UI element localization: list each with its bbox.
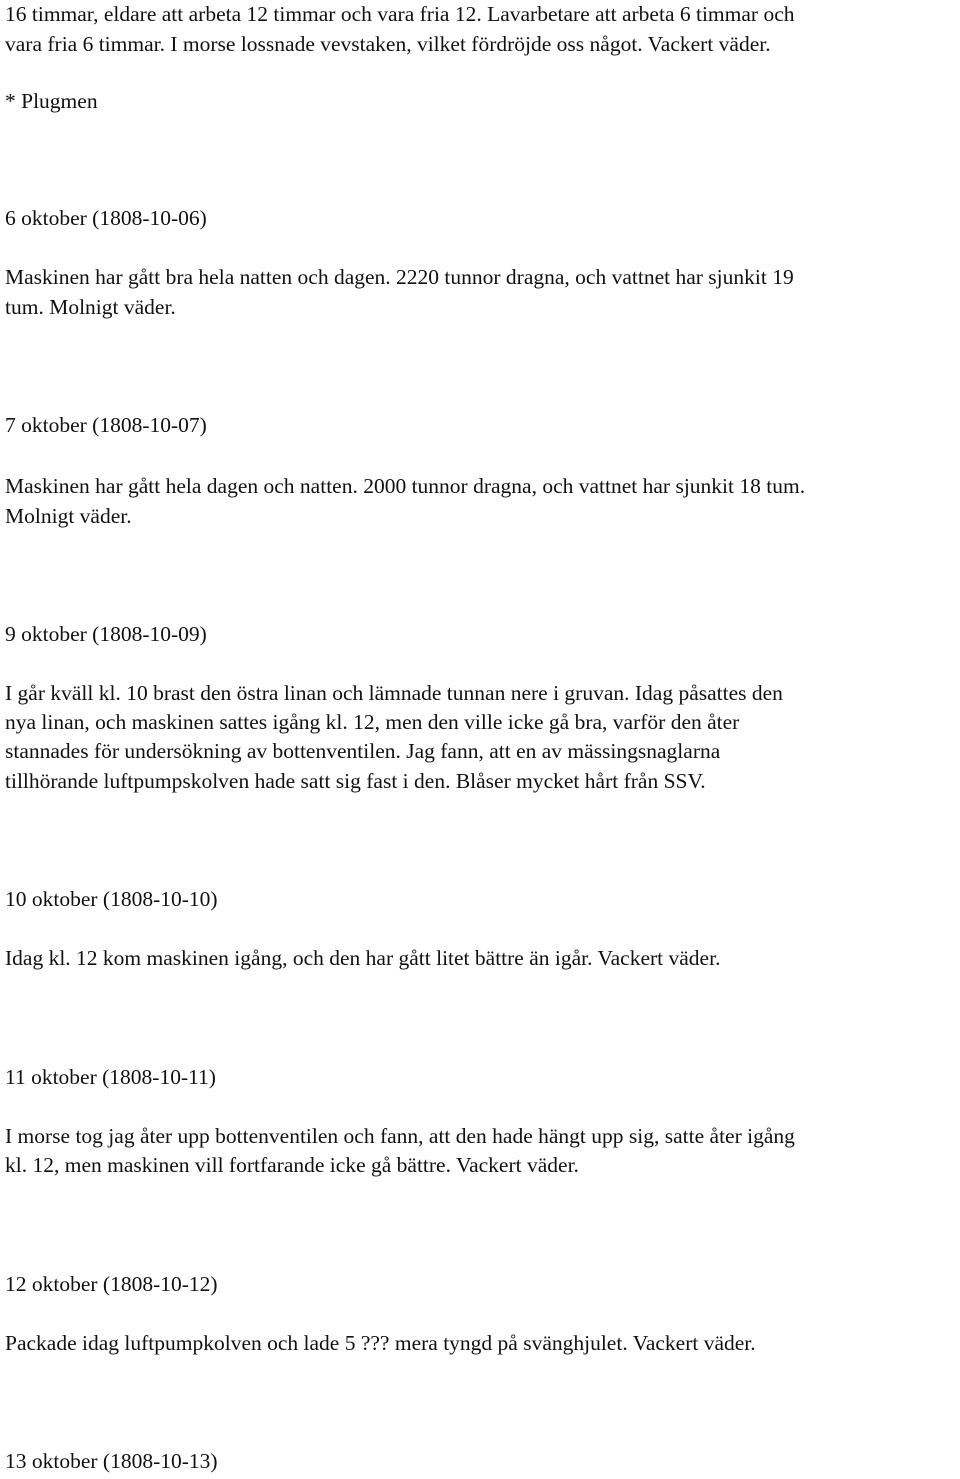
entry-text-line: Maskinen har gått bra hela natten och dagen. 2220 tunnor dragna, och vattnet har sjunkit 19: [5, 265, 794, 289]
entry-date: 11 oktober (1808-10-11): [5, 1065, 216, 1089]
entry-text-line: Idag kl. 12 kom maskinen igång, och den har gått litet bättre än igår. Vackert väder.: [5, 946, 721, 970]
entry-date: 9 oktober (1808-10-09): [5, 622, 207, 646]
entry-date: 7 oktober (1808-10-07): [5, 413, 207, 437]
entry-text-line: kl. 12, men maskinen vill fortfarande icke gå bättre. Vackert väder.: [5, 1153, 579, 1177]
entry-text-line: nya linan, och maskinen sattes igång kl. 12, men den ville icke gå bra, varför den åter: [5, 710, 740, 734]
entry-date: 13 oktober (1808-10-13): [5, 1449, 218, 1473]
intro-line: 16 timmar, eldare att arbeta 12 timmar och vara fria 12. Lavarbetare att arbeta 6 timmar och: [5, 2, 795, 26]
entry-text-line: tum. Molnigt väder.: [5, 295, 176, 319]
entry-text-line: I morse tog jag åter upp bottenventilen och fann, att den hade hängt upp sig, satte åter igång: [5, 1124, 795, 1148]
footnote: * Plugmen: [5, 89, 98, 113]
entry-date: 10 oktober (1808-10-10): [5, 887, 218, 911]
entry-text-line: Packade idag luftpumpkolven och lade 5 ??? mera tyngd på svänghjulet. Vackert väder.: [5, 1331, 756, 1355]
entry-text-line: Maskinen har gått hela dagen och natten. 2000 tunnor dragna, och vattnet har sjunkit 18 tum.: [5, 474, 806, 498]
entry-text-line: stannades för undersökning av bottenventilen. Jag fann, att en av mässingsnaglarna: [5, 739, 721, 763]
entry-text-line: I går kväll kl. 10 brast den östra linan och lämnade tunnan nere i gruvan. Idag påsattes den: [5, 681, 783, 705]
entry-date: 12 oktober (1808-10-12): [5, 1272, 218, 1296]
entry-date: 6 oktober (1808-10-06): [5, 206, 207, 230]
entry-text-line: tillhörande luftpumpskolven hade satt sig fast i den. Blåser mycket hårt från SSV.: [5, 769, 706, 793]
intro-line: vara fria 6 timmar. I morse lossnade vevstaken, vilket fördröjde oss något. Vackert väder.: [5, 32, 771, 56]
entry-text-line: Molnigt väder.: [5, 504, 132, 528]
